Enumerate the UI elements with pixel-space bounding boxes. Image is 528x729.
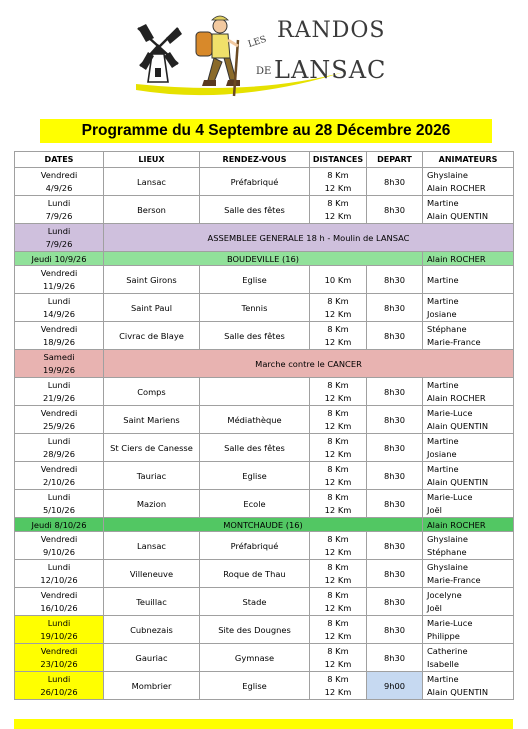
animateur-name: Josiane — [427, 449, 457, 460]
distance-cell — [310, 672, 367, 700]
animateur-cell — [423, 322, 514, 350]
animateur-name: Martine — [427, 197, 459, 208]
table-row — [15, 434, 514, 462]
rendez-vous-cell: Préfabriqué — [200, 168, 310, 196]
table-row — [15, 462, 514, 490]
header-rendez-vous: RENDEZ-VOUS — [200, 152, 310, 168]
date-cell — [15, 462, 104, 490]
date-cell — [15, 644, 104, 672]
date-line: 5/10/26 — [43, 505, 75, 516]
date-line: Lundi — [47, 617, 71, 628]
event-cell: Marche contre le CANCER — [104, 350, 514, 378]
animateur-name: Jocelyne — [427, 589, 462, 600]
animateur-cell — [423, 196, 514, 224]
header-distances: DISTANCES — [310, 152, 367, 168]
distance-value: 8 Km — [327, 645, 349, 656]
lieu-cell: Mazion — [104, 490, 200, 518]
table-row — [15, 168, 514, 196]
depart-cell: 8h30 — [367, 462, 423, 490]
lieu-cell: Lansac — [104, 168, 200, 196]
date-line: Vendredi — [40, 589, 78, 600]
date-cell — [15, 266, 104, 294]
lieu-cell: Tauriac — [104, 462, 200, 490]
date-line: Jeudi 8/10/26 — [31, 519, 87, 530]
rendez-vous-cell: Site des Dougnes — [200, 616, 310, 644]
rendez-vous-cell: Tennis — [200, 294, 310, 322]
distance-value: 8 Km — [327, 589, 349, 600]
distance-cell — [310, 294, 367, 322]
distance-value: 12 Km — [324, 421, 352, 432]
animateur-name: Martine — [427, 295, 459, 306]
distance-cell — [310, 378, 367, 406]
rendez-vous-cell: Préfabriqué — [200, 532, 310, 560]
animateur-cell — [423, 462, 514, 490]
depart-cell: 9h00 — [367, 672, 423, 700]
distance-cell — [310, 322, 367, 350]
animateur-cell — [423, 168, 514, 196]
table-row — [15, 406, 514, 434]
animateur-name: Ghyslaine — [427, 169, 468, 180]
event-cell: MONTCHAUDE (16) — [104, 518, 423, 532]
date-cell — [15, 294, 104, 322]
date-line: 4/9/26 — [45, 183, 73, 194]
lieu-cell: St Ciers de Canesse — [104, 434, 200, 462]
distance-value: 8 Km — [327, 379, 349, 390]
distance-cell — [310, 560, 367, 588]
date-line: Vendredi — [40, 533, 78, 544]
distance-value: 12 Km — [324, 449, 352, 460]
animateur-name: Alain ROCHER — [427, 183, 486, 194]
date-line: 9/10/26 — [43, 547, 75, 558]
date-line: 19/10/26 — [40, 631, 78, 642]
distance-value: 12 Km — [324, 659, 352, 670]
date-cell — [15, 168, 104, 196]
depart-cell: 8h30 — [367, 168, 423, 196]
lieu-cell: Civrac de Blaye — [104, 322, 200, 350]
date-cell — [15, 196, 104, 224]
animateur-cell — [423, 252, 514, 266]
date-cell — [15, 616, 104, 644]
distance-cell — [310, 434, 367, 462]
lieu-cell: Lansac — [104, 532, 200, 560]
animateur-cell — [423, 518, 514, 532]
table-row — [15, 266, 514, 294]
depart-cell: 8h30 — [367, 616, 423, 644]
distance-value: 12 Km — [324, 687, 352, 698]
distance-value: 8 Km — [327, 533, 349, 544]
date-line: 16/10/26 — [40, 603, 78, 614]
lieu-cell: Teuillac — [104, 588, 200, 616]
table-row — [15, 672, 514, 700]
rendez-vous-cell: Eglise — [200, 462, 310, 490]
distance-value: 12 Km — [324, 337, 352, 348]
distance-cell — [310, 196, 367, 224]
depart-cell: 8h30 — [367, 294, 423, 322]
logo-text-de: DE — [256, 66, 272, 77]
date-cell — [15, 588, 104, 616]
distance-value: 8 Km — [327, 197, 349, 208]
distance-cell — [310, 490, 367, 518]
date-cell — [15, 434, 104, 462]
animateur-name: Ghyslaine — [427, 533, 468, 544]
page-title: Programme du 4 Septembre au 28 Décembre 2026 — [40, 119, 492, 143]
date-line: 12/10/26 — [40, 575, 78, 586]
depart-cell: 8h30 — [367, 490, 423, 518]
distance-value: 12 Km — [324, 477, 352, 488]
animateur-cell — [423, 266, 514, 294]
date-cell — [15, 322, 104, 350]
date-line: Vendredi — [40, 267, 78, 278]
animateur-name: Ghyslaine — [427, 561, 468, 572]
date-line: Lundi — [47, 379, 71, 390]
distance-cell — [310, 644, 367, 672]
header-lieux: LIEUX — [104, 152, 200, 168]
date-line: 23/10/26 — [40, 659, 78, 670]
distance-value: 8 Km — [327, 617, 349, 628]
lieu-cell: Berson — [104, 196, 200, 224]
depart-cell: 8h30 — [367, 406, 423, 434]
date-line: Vendredi — [40, 407, 78, 418]
animateur-name: Alain QUENTIN — [427, 687, 489, 698]
animateur-cell — [423, 378, 514, 406]
distance-cell — [310, 588, 367, 616]
table-row — [15, 588, 514, 616]
table-row — [15, 196, 514, 224]
rendez-vous-cell — [200, 378, 310, 406]
animateur-name: Marie-Luce — [427, 491, 473, 502]
depart-cell: 8h30 — [367, 322, 423, 350]
depart-cell: 8h30 — [367, 644, 423, 672]
date-cell — [15, 252, 104, 266]
date-line: 28/9/26 — [43, 449, 75, 460]
table-row — [15, 350, 514, 378]
distance-value: 8 Km — [327, 323, 349, 334]
depart-cell: 8h30 — [367, 560, 423, 588]
date-line: 25/9/26 — [43, 421, 75, 432]
table-row — [15, 252, 514, 266]
date-cell — [15, 378, 104, 406]
distance-value: 8 Km — [327, 295, 349, 306]
animateur-cell — [423, 644, 514, 672]
date-cell — [15, 560, 104, 588]
date-line: Vendredi — [40, 323, 78, 334]
animateur-cell — [423, 616, 514, 644]
animateur-cell — [423, 294, 514, 322]
hiker-icon — [196, 16, 240, 96]
header-depart: DEPART — [367, 152, 423, 168]
date-cell — [15, 490, 104, 518]
lieu-cell: Comps — [104, 378, 200, 406]
distance-value: 8 Km — [327, 407, 349, 418]
depart-cell: 8h30 — [367, 196, 423, 224]
animateur-name: Alain ROCHER — [427, 519, 486, 530]
distance-value: 12 Km — [324, 547, 352, 558]
depart-cell: 8h30 — [367, 378, 423, 406]
animateur-name: Marie-France — [427, 575, 481, 586]
table-row — [15, 322, 514, 350]
lieu-cell: Gauriac — [104, 644, 200, 672]
date-line: Lundi — [47, 225, 71, 236]
lieu-cell: Villeneuve — [104, 560, 200, 588]
lieu-cell: Saint Paul — [104, 294, 200, 322]
depart-cell: 8h30 — [367, 434, 423, 462]
animateur-name: Alain QUENTIN — [427, 477, 489, 488]
animateur-cell — [423, 406, 514, 434]
table-header-row — [15, 152, 514, 168]
animateur-name: Joël — [427, 505, 442, 516]
logo-text-randos: RANDOS — [277, 18, 386, 43]
distance-value: 12 Km — [324, 183, 352, 194]
distance-value: 8 Km — [327, 673, 349, 684]
table-row — [15, 532, 514, 560]
animateur-name: Joël — [427, 603, 442, 614]
animateur-name: Alain ROCHER — [427, 253, 486, 264]
date-line: 7/9/26 — [45, 211, 73, 222]
date-line: Vendredi — [40, 645, 78, 656]
distance-cell — [310, 168, 367, 196]
rendez-vous-cell: Ecole — [200, 490, 310, 518]
table-row — [15, 518, 514, 532]
animateur-name: Isabelle — [427, 659, 459, 670]
animateur-name: Martine — [427, 435, 459, 446]
distance-value: 8 Km — [327, 169, 349, 180]
header-dates: DATES — [15, 152, 104, 168]
animateur-cell — [423, 560, 514, 588]
date-line: 2/10/26 — [43, 477, 75, 488]
distance-value: 12 Km — [324, 309, 352, 320]
rendez-vous-cell: Eglise — [200, 266, 310, 294]
animateur-name: Stéphane — [427, 547, 467, 558]
animateur-name: Marie-Luce — [427, 617, 473, 628]
animateur-name: Marie-France — [427, 337, 481, 348]
date-line: 14/9/26 — [43, 309, 75, 320]
animateur-name: Martine — [427, 673, 459, 684]
distance-value: 12 Km — [324, 603, 352, 614]
date-line: 21/9/26 — [43, 393, 75, 404]
event-cell: ASSEMBLEE GENERALE 18 h - Moulin de LANSAC — [104, 224, 514, 252]
event-cell: BOUDEVILLE (16) — [104, 252, 423, 266]
date-cell — [15, 350, 104, 378]
distance-value: 12 Km — [324, 393, 352, 404]
logo-text-les: LES — [246, 34, 268, 50]
rendez-vous-cell: Stade — [200, 588, 310, 616]
rendez-vous-cell: Salle des fêtes — [200, 322, 310, 350]
rendez-vous-cell: Gymnase — [200, 644, 310, 672]
table-row — [15, 616, 514, 644]
date-line: Jeudi 10/9/26 — [31, 253, 87, 264]
distance-value: 12 Km — [324, 631, 352, 642]
animateur-name: Martine — [427, 379, 459, 390]
header-animateurs: ANIMATEURS — [423, 152, 514, 168]
animateur-cell — [423, 434, 514, 462]
date-line: 11/9/26 — [43, 281, 75, 292]
distance-value: 8 Km — [327, 561, 349, 572]
bottom-highlight-bar — [14, 719, 513, 729]
table-body — [15, 168, 514, 700]
date-line: 7/9/26 — [45, 239, 73, 250]
date-cell — [15, 518, 104, 532]
table-row — [15, 490, 514, 518]
table-row — [15, 224, 514, 252]
table-row — [15, 378, 514, 406]
date-line: Samedi — [43, 351, 75, 362]
animateur-name: Alain ROCHER — [427, 393, 486, 404]
date-line: Lundi — [47, 561, 71, 572]
distance-value: 10 Km — [324, 274, 352, 285]
distance-cell — [310, 462, 367, 490]
animateur-name: Alain QUENTIN — [427, 421, 489, 432]
animateur-name: Philippe — [427, 631, 460, 642]
date-cell — [15, 532, 104, 560]
program-table — [14, 151, 514, 700]
rendez-vous-cell: Eglise — [200, 672, 310, 700]
animateur-name: Marie-Luce — [427, 407, 473, 418]
distance-value: 12 Km — [324, 575, 352, 586]
animateur-cell — [423, 672, 514, 700]
lieu-cell: Mombrier — [104, 672, 200, 700]
animateur-name: Martine — [427, 463, 459, 474]
animateur-name: Catherine — [427, 645, 468, 656]
distance-cell — [310, 616, 367, 644]
lieu-cell: Saint Girons — [104, 266, 200, 294]
animateur-name: Stéphane — [427, 323, 467, 334]
logo-text-lansac: LANSAC — [274, 56, 387, 84]
date-cell — [15, 672, 104, 700]
rendez-vous-cell: Roque de Thau — [200, 560, 310, 588]
date-line: 26/10/26 — [40, 687, 78, 698]
date-cell — [15, 406, 104, 434]
animateur-cell — [423, 588, 514, 616]
date-line: 18/9/26 — [43, 337, 75, 348]
rendez-vous-cell: Salle des fêtes — [200, 434, 310, 462]
date-line: Lundi — [47, 197, 71, 208]
rendez-vous-cell: Médiathèque — [200, 406, 310, 434]
lieu-cell: Cubnezais — [104, 616, 200, 644]
distance-value: 8 Km — [327, 463, 349, 474]
rendez-vous-cell: Salle des fêtes — [200, 196, 310, 224]
table-row — [15, 294, 514, 322]
distance-value: 8 Km — [327, 435, 349, 446]
distance-value: 8 Km — [327, 491, 349, 502]
depart-cell: 8h30 — [367, 532, 423, 560]
date-line: 19/9/26 — [43, 365, 75, 376]
date-line: Lundi — [47, 491, 71, 502]
depart-cell: 8h30 — [367, 588, 423, 616]
club-logo — [134, 10, 387, 106]
table-row — [15, 560, 514, 588]
date-line: Lundi — [47, 295, 71, 306]
date-line: Vendredi — [40, 169, 78, 180]
date-line: Vendredi — [40, 463, 78, 474]
distance-value: 12 Km — [324, 505, 352, 516]
animateur-cell — [423, 532, 514, 560]
animateur-name: Martine — [427, 274, 459, 285]
animateur-name: Alain QUENTIN — [427, 211, 489, 222]
windmill-icon — [138, 24, 182, 82]
date-line: Lundi — [47, 673, 71, 684]
distance-cell — [310, 406, 367, 434]
distance-cell — [310, 266, 367, 294]
date-cell — [15, 224, 104, 252]
date-line: Lundi — [47, 435, 71, 446]
depart-cell: 8h30 — [367, 266, 423, 294]
distance-cell — [310, 532, 367, 560]
distance-value: 12 Km — [324, 211, 352, 222]
animateur-cell — [423, 490, 514, 518]
table-row — [15, 644, 514, 672]
animateur-name: Josiane — [427, 309, 457, 320]
lieu-cell: Saint Mariens — [104, 406, 200, 434]
